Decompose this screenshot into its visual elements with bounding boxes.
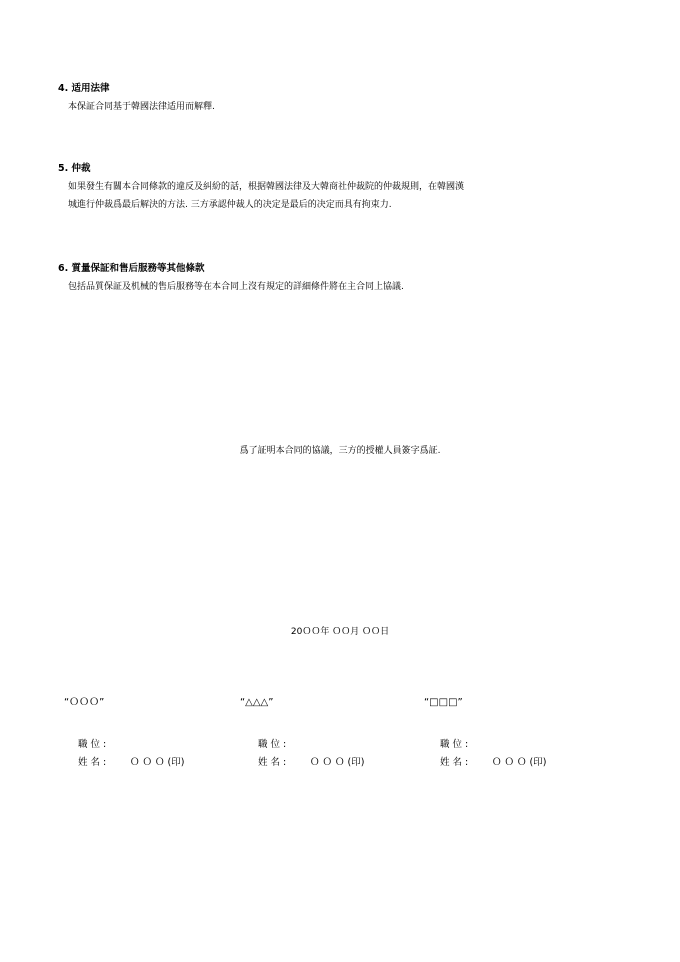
section-line: 本保証合同基于韓國法律适用而解釋. xyxy=(68,102,215,112)
section-quality-warranty xyxy=(58,262,628,296)
position-row xyxy=(258,736,364,754)
section-title: 6. 質量保証和售后服務等其他條款 xyxy=(58,263,205,274)
position-row xyxy=(78,736,184,754)
name-label: 姓 名 : xyxy=(440,757,469,768)
position-row xyxy=(440,736,546,754)
section-title: 4. 适用法律 xyxy=(58,83,110,94)
section-line: 如果發生有關本合同條款的違反及糾紛的話，根据韓國法律及大韓商社仲裁院的仲裁規則，在韓國漢 xyxy=(68,182,465,192)
section-body xyxy=(58,98,628,116)
position-label: 職 位 : xyxy=(258,739,287,750)
party-name-1: “ＯＯＯ” xyxy=(64,697,105,708)
signature-block-1 xyxy=(78,736,184,772)
name-label: 姓 名 : xyxy=(78,757,107,768)
name-row xyxy=(440,754,546,772)
name-row xyxy=(258,754,364,772)
name-value: Ｏ Ｏ Ｏ (印) xyxy=(310,757,365,768)
name-value: Ｏ Ｏ Ｏ (印) xyxy=(492,757,547,768)
section-body xyxy=(58,278,628,296)
party-name-3: “□□□” xyxy=(424,697,463,708)
party-name-2: “△△△” xyxy=(240,697,274,708)
section-body xyxy=(58,178,628,214)
signing-date: 20ＯＯ年 ＯＯ月 ＯＯ日 xyxy=(290,627,390,637)
section-arbitration xyxy=(58,162,628,214)
section-line: 城進行仲裁爲最后解決的方法. 三方承認仲裁人的决定是最后的决定而具有拘束力. xyxy=(68,200,392,210)
attestation-text: 爲了証明本合同的協議，三方的授權人員簽字爲証. xyxy=(239,446,441,456)
name-row xyxy=(78,754,184,772)
section-applicable-law xyxy=(58,82,628,116)
name-label: 姓 名 : xyxy=(258,757,287,768)
position-label: 職 位 : xyxy=(78,739,107,750)
section-line: 包括品質保証及机械的售后服務等在本合同上沒有規定的詳細條件將在主合同上協議. xyxy=(68,282,404,292)
name-value: Ｏ Ｏ Ｏ (印) xyxy=(130,757,185,768)
signature-block-3 xyxy=(440,736,546,772)
signature-block-2 xyxy=(258,736,364,772)
position-label: 職 位 : xyxy=(440,739,469,750)
section-title: 5. 仲裁 xyxy=(58,163,91,174)
